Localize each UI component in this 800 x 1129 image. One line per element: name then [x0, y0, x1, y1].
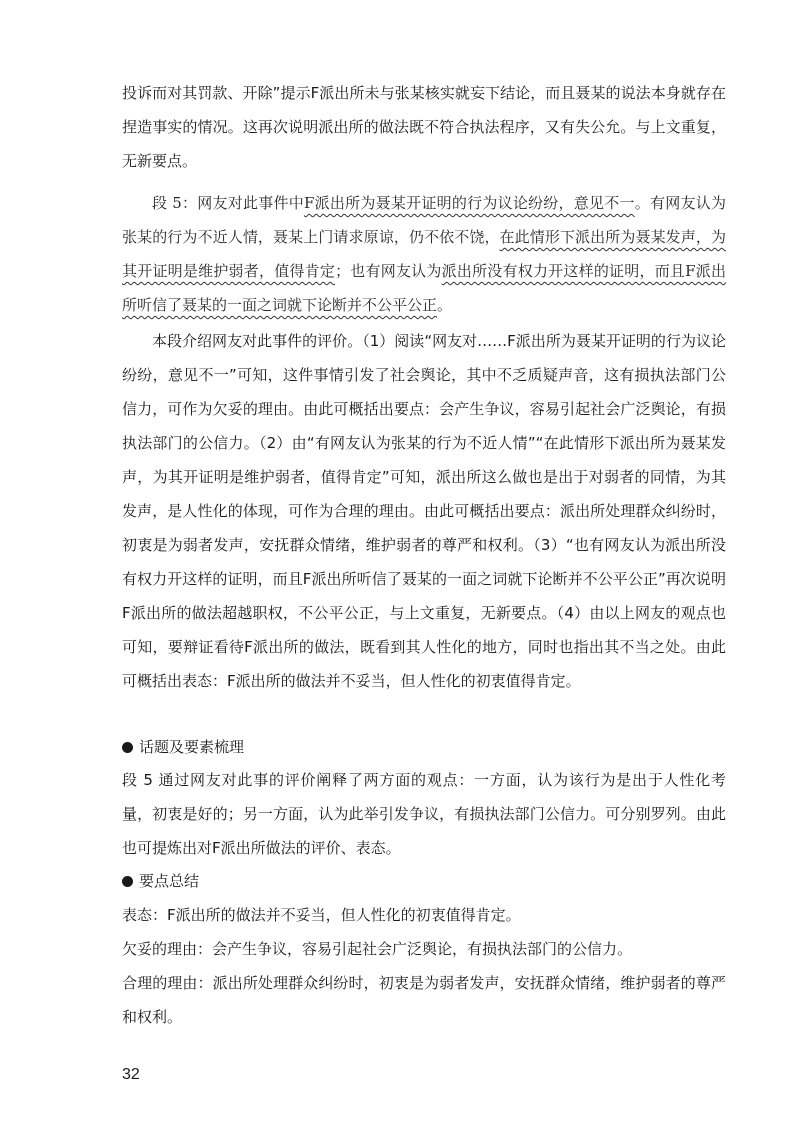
page-number: 32 [122, 1066, 140, 1083]
source-mid-1: 。有网友认为张某的行为不近人情，聂某上门请求原谅，仍不依不饶， [122, 194, 726, 246]
summary-heading-label: 要点总结 [139, 872, 200, 890]
summary-heading [122, 864, 199, 898]
summary-reasonable-reason: 合理的理由：派出所处理群众纠纷时，初衷是为弱者发声，安抚群众情绪，维护弱者的尊严和权利。 [122, 974, 726, 1026]
source-suffix: 。 [437, 296, 453, 314]
source-paragraph [122, 186, 726, 322]
source-mid-2: ；也有网友认为 [335, 262, 442, 280]
continuation-paragraph: 投诉而对其罚款、开除”提示F派出所未与张某核实就妄下结论，而且聂某的说法本身就存在捏造事实的情况。这再次说明派出所的做法既不符合执法程序，又有失公允。与上文重复，无新要点。 [122, 84, 726, 170]
bullet-icon [122, 876, 133, 887]
summary-stance: 表态：F派出所的做法并不妥当，但人性化的初衷值得肯定。 [122, 906, 521, 924]
topic-heading [122, 730, 244, 764]
source-highlight-2: 在此情形下派出所为聂某发声，为其开证明是维护弱者，值得肯定 [122, 228, 726, 280]
source-highlight-3: 派出所没有权力开这样的证明，而且F派出所听信了聂某的一面之词就下论断并不公平公正 [122, 262, 726, 314]
topic-heading-label: 话题及要素梳理 [139, 738, 245, 756]
source-highlight-1: F派出所为聂某开证明的行为议论纷纷，意见不一 [304, 194, 635, 212]
bullet-icon [122, 742, 133, 753]
topic-paragraph: 段 5 通过网友对此事的评价阐释了两方面的观点：一方面，认为该行为是出于人性化考量，初衷是好的；另一方面，认为此举引发争议，有损执法部门公信力。可分别罗列。由此也可提炼出对F派出所做法的评价、表态。 [122, 771, 726, 857]
analysis-paragraph: 本段介绍网友对此事件的评价。（1）阅读“网友对……F派出所为聂某开证明的行为议论纷纷，意见不一”可知，这件事情引发了社会舆论，其中不乏质疑声音，这有损执法部门公信力，可作为欠妥的理由。由此可概括出要点：会产生争议，容易引起社会广泛舆论，有损执法部门的公信力。（2）由“有网友认为张某的行为不近人情”“在此情形下派出所为聂某发声，为其开证明是维护弱者，值得肯定”可知，派出所这么做也是出于对弱者的同情，为其发声，是人性化的体现，可作为合理的理由。由此可概括出要点：派出所处理群众纠纷时，初衷是为弱者发声，安抚群众情绪，维护弱者的尊严和权利。（3）“也有网友认为派出所没有权力开这样的证明，而且F派出所听信了聂某的一面之词就下论断并不公平公正”再次说明F派出所的做法超越职权，不公平公正，与上文重复，无新要点。（4）由以上网友的观点也可知，要辩证看待F派出所的做法，既看到其人性化的地方，同时也指出其不当之处。由此可概括出表态：F派出所的做法并不妥当，但人性化的初衷值得肯定。 [122, 332, 726, 690]
source-prefix: 段 5：网友对此事件中 [152, 194, 304, 212]
summary-improper-reason: 欠妥的理由：会产生争议，容易引起社会广泛舆论，有损执法部门的公信力。 [122, 940, 633, 958]
